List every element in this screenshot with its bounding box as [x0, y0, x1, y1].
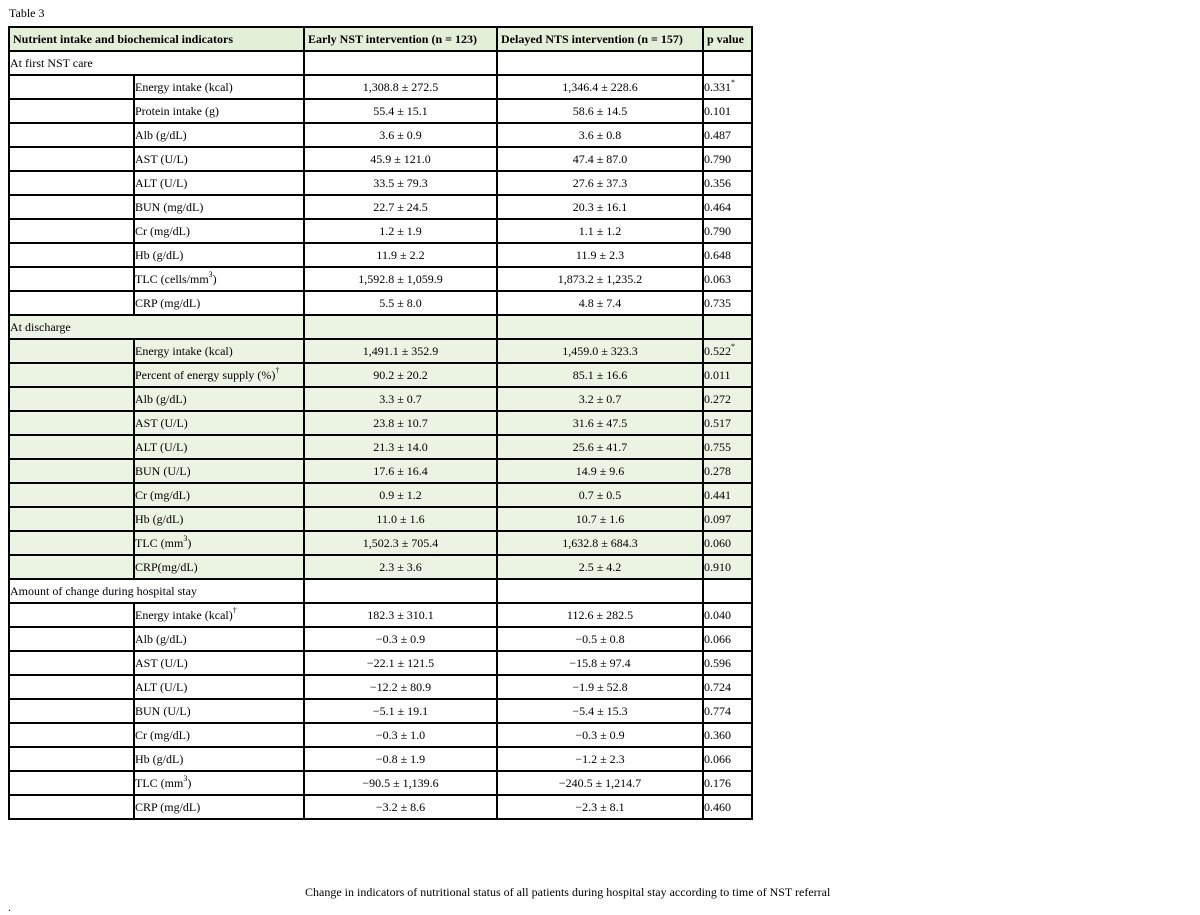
- indicator-cell: [134, 195, 304, 219]
- delayed-value: 20.3 ± 16.1: [497, 195, 703, 219]
- row-label: ALT (U/L): [135, 680, 188, 694]
- p-value: 0.060: [704, 536, 731, 550]
- indicator-cell: [134, 99, 304, 123]
- early-value: 22.7 ± 24.5: [304, 195, 497, 219]
- p-value-cell: [703, 795, 752, 819]
- row-label: Protein intake (g): [135, 104, 219, 118]
- table-row: [9, 531, 752, 555]
- p-value-cell: [703, 699, 752, 723]
- section-title: At first NST care: [9, 51, 304, 75]
- early-value: −0.8 ± 1.9: [304, 747, 497, 771]
- indent-cell: [9, 387, 134, 411]
- p-value: 0.356: [704, 176, 731, 190]
- row-label: BUN (mg/dL): [135, 200, 204, 214]
- indicator-cell: [134, 243, 304, 267]
- table-row: [9, 507, 752, 531]
- indicator-cell: [134, 171, 304, 195]
- p-value-cell: [703, 651, 752, 675]
- early-value: 21.3 ± 14.0: [304, 435, 497, 459]
- early-value: 182.3 ± 310.1: [304, 603, 497, 627]
- empty-cell: [703, 51, 752, 75]
- delayed-value: 27.6 ± 37.3: [497, 171, 703, 195]
- label-suffix: ): [187, 536, 192, 550]
- table-row: [9, 483, 752, 507]
- indicator-cell: [134, 147, 304, 171]
- early-value: 17.6 ± 16.4: [304, 459, 497, 483]
- p-value-cell: [703, 531, 752, 555]
- table-row: [9, 603, 752, 627]
- indent-cell: [9, 195, 134, 219]
- early-value: −5.1 ± 19.1: [304, 699, 497, 723]
- p-value-cell: [703, 747, 752, 771]
- table-row: [9, 363, 752, 387]
- p-value-cell: [703, 483, 752, 507]
- p-value-cell: [703, 171, 752, 195]
- row-label: ALT (U/L): [135, 176, 188, 190]
- header-p-value: p value: [703, 27, 752, 51]
- p-value: 0.487: [704, 128, 731, 142]
- p-value-cell: [703, 555, 752, 579]
- delayed-value: 85.1 ± 16.6: [497, 363, 703, 387]
- table-row: [9, 771, 752, 795]
- delayed-value: −2.3 ± 8.1: [497, 795, 703, 819]
- table-row: [9, 99, 752, 123]
- early-value: 11.9 ± 2.2: [304, 243, 497, 267]
- row-label: AST (U/L): [135, 656, 188, 670]
- p-value: 0.648: [704, 248, 731, 262]
- delayed-value: 58.6 ± 14.5: [497, 99, 703, 123]
- delayed-value: 10.7 ± 1.6: [497, 507, 703, 531]
- row-label: CRP (mg/dL): [135, 800, 201, 814]
- p-value: 0.063: [704, 272, 731, 286]
- indicator-cell: [134, 387, 304, 411]
- indicator-cell: [134, 771, 304, 795]
- delayed-value: 25.6 ± 41.7: [497, 435, 703, 459]
- indent-cell: [9, 75, 134, 99]
- indent-cell: [9, 147, 134, 171]
- early-value: 45.9 ± 121.0: [304, 147, 497, 171]
- early-value: 2.3 ± 3.6: [304, 555, 497, 579]
- p-value-cell: [703, 243, 752, 267]
- p-value: 0.011: [704, 368, 731, 382]
- p-value-cell: [703, 195, 752, 219]
- table-row: [9, 387, 752, 411]
- early-value: 1.2 ± 1.9: [304, 219, 497, 243]
- indent-cell: [9, 411, 134, 435]
- indent-cell: [9, 555, 134, 579]
- p-value-cell: [703, 147, 752, 171]
- table-row: [9, 411, 752, 435]
- section-row: [9, 579, 752, 603]
- indicator-cell: [134, 363, 304, 387]
- label-superscript: 3: [183, 774, 188, 783]
- p-value-cell: [703, 675, 752, 699]
- table-row: [9, 747, 752, 771]
- delayed-value: −1.9 ± 52.8: [497, 675, 703, 699]
- p-value: 0.464: [704, 200, 731, 214]
- row-label: Energy intake (kcal): [135, 608, 233, 622]
- indicator-cell: [134, 459, 304, 483]
- delayed-value: 1,459.0 ± 323.3: [497, 339, 703, 363]
- indicator-cell: [134, 483, 304, 507]
- table-row: [9, 75, 752, 99]
- indent-cell: [9, 771, 134, 795]
- p-value-cell: [703, 363, 752, 387]
- delayed-value: 14.9 ± 9.6: [497, 459, 703, 483]
- indent-cell: [9, 483, 134, 507]
- indent-cell: [9, 603, 134, 627]
- p-value: 0.066: [704, 632, 731, 646]
- indicator-cell: [134, 531, 304, 555]
- early-value: 11.0 ± 1.6: [304, 507, 497, 531]
- early-value: −0.3 ± 1.0: [304, 723, 497, 747]
- table-label: Table 3: [9, 6, 45, 20]
- p-value-cell: [703, 267, 752, 291]
- p-value-cell: [703, 99, 752, 123]
- indicator-cell: [134, 651, 304, 675]
- indent-cell: [9, 747, 134, 771]
- early-value: 1,592.8 ± 1,059.9: [304, 267, 497, 291]
- table-row: [9, 339, 752, 363]
- row-label: BUN (U/L): [135, 704, 191, 718]
- indicator-cell: [134, 675, 304, 699]
- delayed-value: −240.5 ± 1,214.7: [497, 771, 703, 795]
- empty-cell: [703, 579, 752, 603]
- row-label: ALT (U/L): [135, 440, 188, 454]
- p-value: 0.331: [704, 80, 731, 94]
- p-value-mark: *: [731, 78, 735, 87]
- row-label: TLC (cells/mm: [135, 272, 209, 286]
- indent-cell: [9, 723, 134, 747]
- p-value: 0.272: [704, 392, 731, 406]
- p-value: 0.910: [704, 560, 731, 574]
- indent-cell: [9, 219, 134, 243]
- p-value-cell: [703, 627, 752, 651]
- row-label: Hb (g/dL): [135, 512, 184, 526]
- table-row: [9, 627, 752, 651]
- p-value-cell: [703, 507, 752, 531]
- p-value: 0.735: [704, 296, 731, 310]
- table-row: [9, 171, 752, 195]
- footnote-mark: .: [8, 900, 11, 914]
- indicator-cell: [134, 699, 304, 723]
- table-row: [9, 699, 752, 723]
- table-row: [9, 555, 752, 579]
- delayed-value: −5.4 ± 15.3: [497, 699, 703, 723]
- indicator-cell: [134, 123, 304, 147]
- indicator-cell: [134, 291, 304, 315]
- table-caption: Change in indicators of nutritional status of all patients during hospital stay according to time of NST referral: [305, 885, 831, 899]
- indicator-cell: [134, 795, 304, 819]
- indicator-cell: [134, 603, 304, 627]
- table-row: [9, 795, 752, 819]
- header-early: Early NST intervention (n = 123): [304, 27, 497, 51]
- label-superscript: †: [232, 606, 237, 615]
- delayed-value: −1.2 ± 2.3: [497, 747, 703, 771]
- empty-cell: [497, 315, 703, 339]
- row-label: Cr (mg/dL): [135, 728, 190, 742]
- row-label: Energy intake (kcal): [135, 344, 233, 358]
- indent-cell: [9, 291, 134, 315]
- early-value: 0.9 ± 1.2: [304, 483, 497, 507]
- table-row: [9, 219, 752, 243]
- delayed-value: 47.4 ± 87.0: [497, 147, 703, 171]
- table-row: [9, 195, 752, 219]
- delayed-value: 0.7 ± 0.5: [497, 483, 703, 507]
- early-value: 1,308.8 ± 272.5: [304, 75, 497, 99]
- header-row: [9, 27, 752, 51]
- early-value: 3.6 ± 0.9: [304, 123, 497, 147]
- delayed-value: 31.6 ± 47.5: [497, 411, 703, 435]
- section-title: At discharge: [9, 315, 304, 339]
- early-value: 3.3 ± 0.7: [304, 387, 497, 411]
- p-value-cell: [703, 435, 752, 459]
- indicator-cell: [134, 555, 304, 579]
- p-value: 0.278: [704, 464, 731, 478]
- p-value-cell: [703, 387, 752, 411]
- p-value: 0.790: [704, 224, 731, 238]
- p-value-cell: [703, 459, 752, 483]
- delayed-value: 1.1 ± 1.2: [497, 219, 703, 243]
- delayed-value: 1,632.8 ± 684.3: [497, 531, 703, 555]
- p-value: 0.441: [704, 488, 731, 502]
- p-value-cell: [703, 411, 752, 435]
- indicator-cell: [134, 267, 304, 291]
- delayed-value: −15.8 ± 97.4: [497, 651, 703, 675]
- delayed-value: 2.5 ± 4.2: [497, 555, 703, 579]
- indicator-cell: [134, 507, 304, 531]
- table-row: [9, 651, 752, 675]
- empty-cell: [304, 579, 497, 603]
- delayed-value: 3.2 ± 0.7: [497, 387, 703, 411]
- table-row: [9, 459, 752, 483]
- indent-cell: [9, 627, 134, 651]
- p-value: 0.097: [704, 512, 731, 526]
- indent-cell: [9, 99, 134, 123]
- delayed-value: 1,346.4 ± 228.6: [497, 75, 703, 99]
- row-label: CRP(mg/dL): [135, 560, 198, 574]
- indicator-cell: [134, 219, 304, 243]
- early-value: 5.5 ± 8.0: [304, 291, 497, 315]
- p-value: 0.176: [704, 776, 731, 790]
- p-value: 0.066: [704, 752, 731, 766]
- row-label: BUN (U/L): [135, 464, 191, 478]
- empty-cell: [304, 315, 497, 339]
- indicator-cell: [134, 75, 304, 99]
- empty-cell: [497, 51, 703, 75]
- indicator-cell: [134, 627, 304, 651]
- table-row: [9, 267, 752, 291]
- p-value-cell: [703, 291, 752, 315]
- table-row: [9, 147, 752, 171]
- p-value: 0.790: [704, 152, 731, 166]
- row-label: Alb (g/dL): [135, 392, 187, 406]
- section-row: [9, 51, 752, 75]
- early-value: 90.2 ± 20.2: [304, 363, 497, 387]
- table-row: [9, 435, 752, 459]
- p-value: 0.360: [704, 728, 731, 742]
- early-value: −90.5 ± 1,139.6: [304, 771, 497, 795]
- row-label: CRP (mg/dL): [135, 296, 201, 310]
- row-label: AST (U/L): [135, 152, 188, 166]
- table-row: [9, 291, 752, 315]
- early-value: −22.1 ± 121.5: [304, 651, 497, 675]
- early-value: −12.2 ± 80.9: [304, 675, 497, 699]
- p-value-cell: [703, 339, 752, 363]
- indicator-cell: [134, 747, 304, 771]
- indent-cell: [9, 459, 134, 483]
- row-label: Percent of energy supply (%): [135, 368, 276, 382]
- empty-cell: [497, 579, 703, 603]
- label-suffix: ): [212, 272, 217, 286]
- row-label: Cr (mg/dL): [135, 488, 190, 502]
- indent-cell: [9, 699, 134, 723]
- early-value: 33.5 ± 79.3: [304, 171, 497, 195]
- p-value: 0.040: [704, 608, 731, 622]
- indent-cell: [9, 123, 134, 147]
- early-value: −0.3 ± 0.9: [304, 627, 497, 651]
- row-label: TLC (mm: [135, 776, 184, 790]
- table-row: [9, 243, 752, 267]
- p-value: 0.724: [704, 680, 731, 694]
- early-value: 1,491.1 ± 352.9: [304, 339, 497, 363]
- p-value-cell: [703, 723, 752, 747]
- indicator-cell: [134, 411, 304, 435]
- indent-cell: [9, 339, 134, 363]
- row-label: Alb (g/dL): [135, 632, 187, 646]
- delayed-value: 4.8 ± 7.4: [497, 291, 703, 315]
- delayed-value: −0.3 ± 0.9: [497, 723, 703, 747]
- indent-cell: [9, 171, 134, 195]
- indicator-cell: [134, 435, 304, 459]
- row-label: Alb (g/dL): [135, 128, 187, 142]
- delayed-value: 112.6 ± 282.5: [497, 603, 703, 627]
- table-row: [9, 675, 752, 699]
- delayed-value: 11.9 ± 2.3: [497, 243, 703, 267]
- p-value-mark: *: [731, 342, 735, 351]
- p-value: 0.460: [704, 800, 731, 814]
- p-value-cell: [703, 219, 752, 243]
- row-label: Hb (g/dL): [135, 752, 184, 766]
- p-value-cell: [703, 75, 752, 99]
- indent-cell: [9, 435, 134, 459]
- indent-cell: [9, 243, 134, 267]
- indent-cell: [9, 651, 134, 675]
- label-superscript: 3: [208, 270, 213, 279]
- delayed-value: 3.6 ± 0.8: [497, 123, 703, 147]
- p-value: 0.755: [704, 440, 731, 454]
- p-value-cell: [703, 771, 752, 795]
- row-label: Hb (g/dL): [135, 248, 184, 262]
- p-value: 0.596: [704, 656, 731, 670]
- indent-cell: [9, 363, 134, 387]
- early-value: 55.4 ± 15.1: [304, 99, 497, 123]
- delayed-value: 1,873.2 ± 1,235.2: [497, 267, 703, 291]
- label-suffix: ): [187, 776, 192, 790]
- table-body: [9, 51, 752, 819]
- label-superscript: †: [275, 366, 280, 375]
- indent-cell: [9, 507, 134, 531]
- row-label: TLC (mm: [135, 536, 184, 550]
- p-value-cell: [703, 123, 752, 147]
- header-delayed: Delayed NTS intervention (n = 157): [497, 27, 703, 51]
- header-indicator: Nutrient intake and biochemical indicators: [9, 27, 304, 51]
- nutrition-table: [8, 26, 753, 820]
- p-value: 0.101: [704, 104, 731, 118]
- row-label: Energy intake (kcal): [135, 80, 233, 94]
- section-row: [9, 315, 752, 339]
- row-label: Cr (mg/dL): [135, 224, 190, 238]
- early-value: 23.8 ± 10.7: [304, 411, 497, 435]
- table-row: [9, 723, 752, 747]
- p-value: 0.522: [704, 344, 731, 358]
- indent-cell: [9, 795, 134, 819]
- p-value: 0.774: [704, 704, 731, 718]
- label-superscript: 3: [183, 534, 188, 543]
- early-value: 1,502.3 ± 705.4: [304, 531, 497, 555]
- indicator-cell: [134, 339, 304, 363]
- section-title: Amount of change during hospital stay: [9, 579, 304, 603]
- empty-cell: [304, 51, 497, 75]
- indent-cell: [9, 675, 134, 699]
- table-row: [9, 123, 752, 147]
- indicator-cell: [134, 723, 304, 747]
- indent-cell: [9, 267, 134, 291]
- empty-cell: [703, 315, 752, 339]
- row-label: AST (U/L): [135, 416, 188, 430]
- indent-cell: [9, 531, 134, 555]
- p-value: 0.517: [704, 416, 731, 430]
- p-value-cell: [703, 603, 752, 627]
- delayed-value: −0.5 ± 0.8: [497, 627, 703, 651]
- early-value: −3.2 ± 8.6: [304, 795, 497, 819]
